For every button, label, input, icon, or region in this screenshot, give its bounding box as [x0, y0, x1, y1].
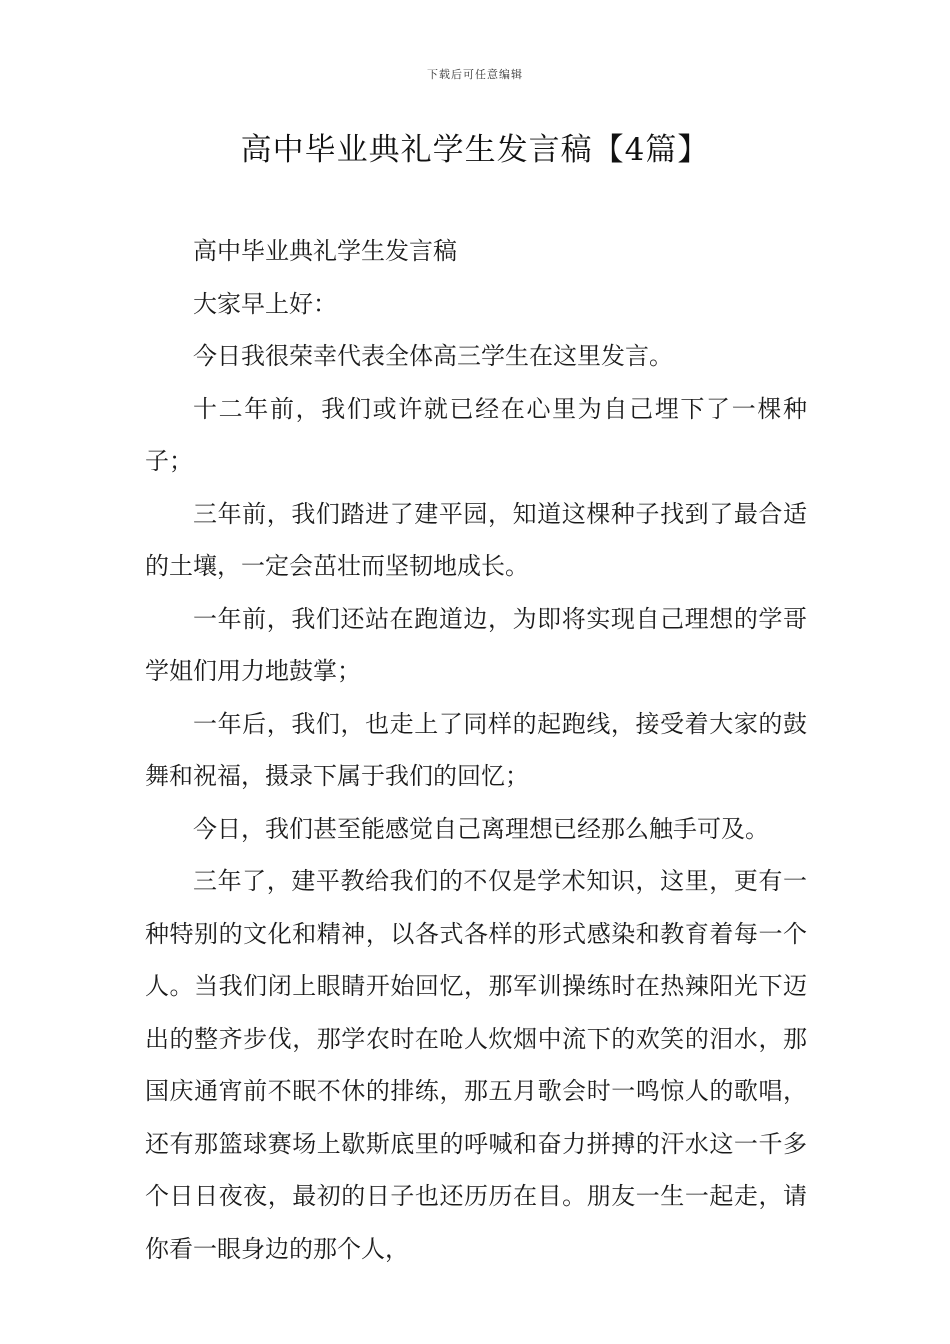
- paragraph: 今日我很荣幸代表全体高三学生在这里发言。: [193, 342, 673, 370]
- document-title: 高中毕业典礼学生发言稿【4篇】: [240, 132, 710, 168]
- header-note: 下载后可任意编辑: [427, 68, 523, 81]
- paragraph: 三年了，建平教给我们的不仅是学术知识，这里，更有一种特别的文化和精神，以各式各样的形式感染和教育着每一个人。当我们闭上眼睛开始回忆，那军训操练时在热辣阳光下迈出的整齐步伐，那学农时在呛人炊烟中流下的欢笑的泪水，那国庆通宵前不眠不休的排练，那五月歌会时一鸣惊人的歌唱，还有那篮球赛场上歇斯底里的呼喊和奋力拼搏的汗水这一千多个日日夜夜，最初的日子也还历历在目。朋友一生一起走，请你看一眼身边的那个人，: [145, 867, 807, 1263]
- paragraph: 高中毕业典礼学生发言稿: [193, 237, 457, 265]
- paragraph: 今日，我们甚至能感觉自己离理想已经那么触手可及。: [193, 814, 769, 843]
- paragraph: 十二年前，我们或许就已经在心里为自己埋下了一棵种子；: [145, 394, 807, 475]
- paragraph: 大家早上好：: [193, 289, 337, 318]
- paragraph: 一年后，我们，也走上了同样的起跑线，接受着大家的鼓舞和祝福，摄录下属于我们的回忆；: [145, 709, 807, 790]
- paragraph: 三年前，我们踏进了建平园，知道这棵种子找到了最合适的土壤，一定会茁壮而坚韧地成长。: [145, 499, 807, 580]
- paragraph: 一年前，我们还站在跑道边，为即将实现自己理想的学哥学姐们用力地鼓掌；: [145, 604, 807, 685]
- document-body: [145, 225, 807, 1275]
